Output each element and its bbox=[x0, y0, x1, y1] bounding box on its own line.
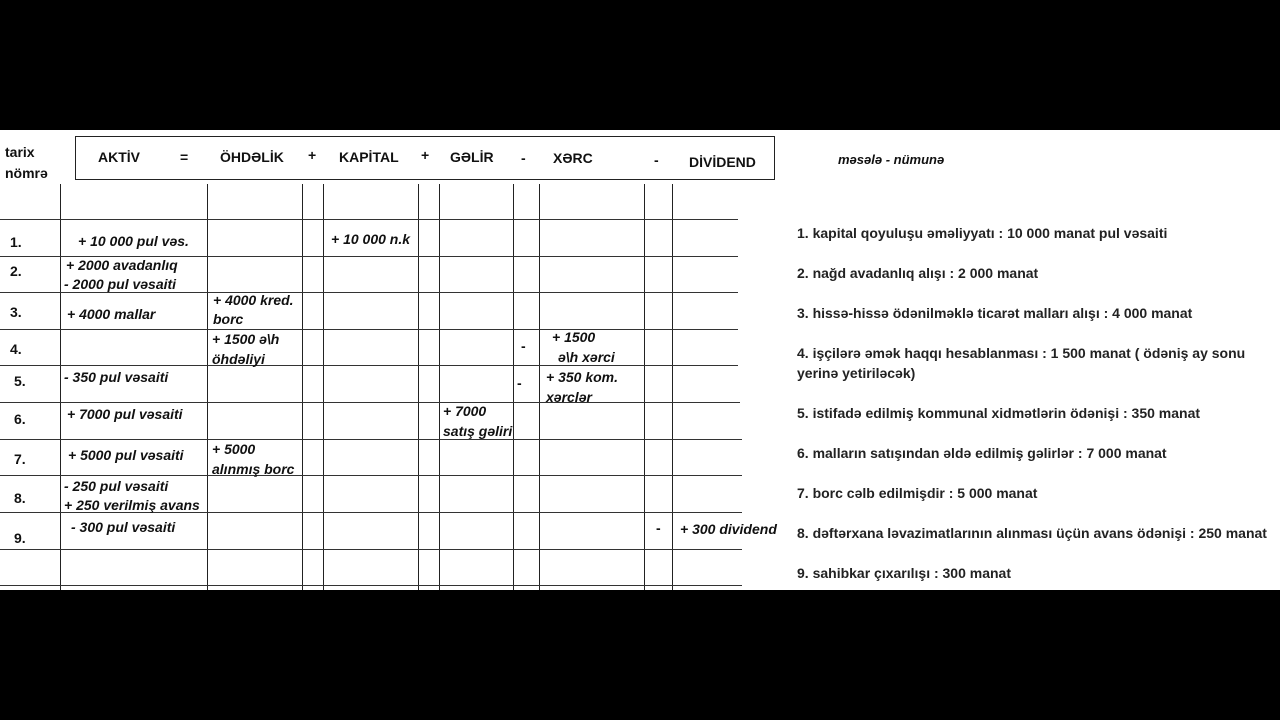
row-line bbox=[0, 549, 742, 550]
problem-item: 3. hissə-hissə ödənilməklə ticarət malları alışı : 4 000 manat bbox=[797, 305, 1193, 321]
row-line bbox=[0, 219, 738, 220]
grid-line bbox=[207, 184, 208, 590]
minus-sign: - bbox=[517, 375, 522, 391]
row-line bbox=[0, 329, 738, 330]
row-number: 3. bbox=[10, 304, 22, 320]
problem-item: 2. nağd avadanlıq alışı : 2 000 manat bbox=[797, 265, 1039, 281]
problem-item: 7. borc cəlb edilmişdir : 5 000 manat bbox=[797, 485, 1038, 501]
aktiv-entry: + 5000 pul vəsaiti bbox=[68, 447, 184, 463]
minus-sign: - bbox=[654, 152, 659, 168]
aktiv-entry: + 250 verilmiş avans bbox=[64, 497, 200, 513]
aktiv-entry: + 7000 pul vəsaiti bbox=[67, 406, 183, 422]
number-label: nömrə bbox=[5, 165, 48, 181]
problem-item: 9. sahibkar çıxarılışı : 300 manat bbox=[797, 565, 1012, 581]
grid-line bbox=[439, 184, 440, 590]
ohdelik-entry: + 5000 bbox=[212, 441, 256, 457]
ohdelik-entry: borc bbox=[213, 311, 244, 327]
gelir-entry: satış gəliri bbox=[443, 423, 513, 439]
row-number: 5. bbox=[14, 373, 26, 389]
grid-line bbox=[513, 184, 514, 590]
row-number: 7. bbox=[14, 451, 26, 467]
xerc-entry: ə\h xərci bbox=[558, 349, 615, 365]
ohdelik-entry: + 1500 ə\h bbox=[212, 331, 280, 347]
row-number: 4. bbox=[10, 341, 22, 357]
xerc-heading: XƏRC bbox=[553, 150, 593, 166]
ohdelik-entry: + 4000 kred. bbox=[213, 292, 294, 308]
ohdelik-entry: öhdəliyi bbox=[212, 351, 265, 367]
row-number: 1. bbox=[10, 234, 22, 250]
problem-item: 8. dəftərxana ləvazimatlarının alınması üçün avans ödənişi : 250 manat bbox=[797, 525, 1267, 541]
row-number: 6. bbox=[14, 411, 26, 427]
worksheet bbox=[0, 130, 1280, 590]
kapital-heading: KAPİTAL bbox=[339, 149, 399, 165]
grid-line bbox=[672, 184, 673, 590]
aktiv-entry: - 250 pul vəsaiti bbox=[64, 478, 169, 494]
row-line bbox=[0, 365, 738, 366]
problem-item: 4. işçilərə əmək haqqı hesablanması : 1 500 manat ( ödəniş ay sonu yerinə yetiriləcək) bbox=[797, 345, 1246, 381]
plus-sign: + bbox=[421, 147, 430, 163]
minus-sign: - bbox=[521, 338, 526, 354]
gelir-entry: + 7000 bbox=[443, 403, 487, 419]
ohdelik-heading: ÖHDƏLİK bbox=[220, 149, 284, 165]
grid-line bbox=[60, 184, 61, 590]
grid-line bbox=[323, 184, 324, 590]
row-number: 9. bbox=[14, 530, 26, 546]
xerc-entry: + 1500 bbox=[552, 329, 596, 345]
dividend-heading: DİVİDEND bbox=[689, 154, 756, 170]
grid-line bbox=[644, 184, 645, 590]
problem-item: 5. istifadə edilmiş kommunal xidmətlərin ödənişi : 350 manat bbox=[797, 405, 1201, 421]
minus-sign: - bbox=[656, 520, 661, 536]
row-line bbox=[0, 585, 742, 586]
row-line bbox=[0, 402, 740, 403]
example-label: məsələ - nümunə bbox=[838, 152, 945, 167]
xerc-entry: xərclər bbox=[546, 389, 592, 405]
row-line bbox=[0, 439, 742, 440]
gelir-heading: GƏLİR bbox=[450, 149, 494, 165]
kapital-entry: + 10 000 n.k bbox=[331, 231, 411, 247]
equals-sign: = bbox=[180, 149, 189, 165]
xerc-entry: + 350 kom. bbox=[546, 369, 618, 385]
aktiv-entry: - 350 pul vəsaiti bbox=[64, 369, 169, 385]
grid-line bbox=[302, 184, 303, 590]
ohdelik-entry: alınmış borc bbox=[212, 461, 295, 477]
grid-line bbox=[539, 184, 540, 590]
problem-item: 1. kapital qoyuluşu əməliyyatı : 10 000 manat pul vəsaiti bbox=[797, 225, 1168, 241]
minus-sign: - bbox=[521, 150, 526, 166]
aktiv-heading: AKTİV bbox=[98, 149, 140, 165]
problem-item: 6. malların satışından əldə edilmiş gəlirlər : 7 000 manat bbox=[797, 445, 1167, 461]
aktiv-entry: + 10 000 pul vəs. bbox=[78, 233, 189, 249]
aktiv-entry: + 2000 avadanlıq bbox=[66, 257, 178, 273]
row-line bbox=[0, 475, 742, 476]
row-number: 2. bbox=[10, 263, 22, 279]
aktiv-entry: - 300 pul vəsaiti bbox=[71, 519, 176, 535]
grid-line bbox=[418, 184, 419, 590]
row-number: 8. bbox=[14, 490, 26, 506]
aktiv-entry: - 2000 pul vəsaiti bbox=[64, 276, 177, 292]
date-label: tarix bbox=[5, 144, 35, 160]
aktiv-entry: + 4000 mallar bbox=[67, 306, 156, 322]
dividend-entry: + 300 dividend bbox=[680, 521, 777, 537]
plus-sign: + bbox=[308, 147, 317, 163]
